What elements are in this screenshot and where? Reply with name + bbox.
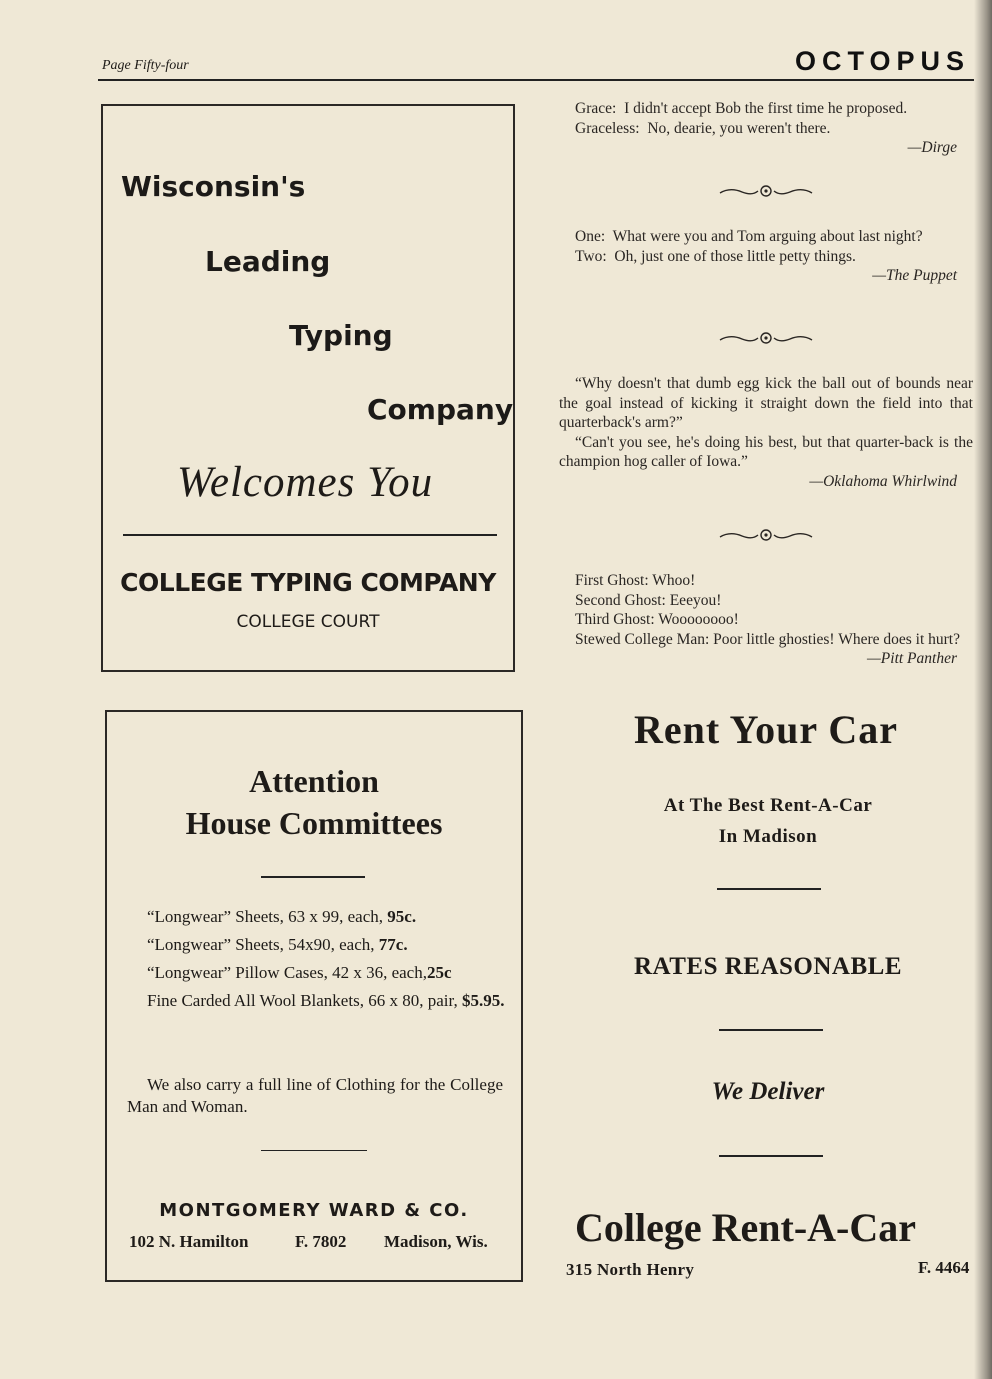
joke-pitt-panther	[559, 571, 973, 669]
header-rule	[98, 79, 974, 81]
ad-company-address: COLLEGE COURT	[236, 612, 380, 632]
ad-heading	[107, 760, 521, 844]
joke-line: Second Ghost: Eeeyou!	[575, 591, 722, 609]
joke-source: —Pitt Panther	[867, 650, 957, 667]
ad-line-leading: Leading	[205, 245, 331, 278]
ad-heading-line1: Attention	[249, 763, 379, 799]
montgomery-ward-ad	[105, 710, 523, 1282]
ornament-divider	[718, 528, 814, 542]
page-number: Page Fifty-four	[102, 58, 189, 73]
ornament-divider	[718, 184, 814, 198]
ad-line-wisconsins: Wisconsin's	[121, 170, 306, 203]
joke-line: Stewed College Man: Poor little ghosties! Where does it hurt?	[575, 630, 960, 648]
joke-source: —Oklahoma Whirlwind	[809, 472, 957, 490]
price-list-item: Fine Carded All Wool Blankets, 66 x 80, pair, $5.95.	[147, 991, 505, 1010]
store-city: Madison, Wis.	[384, 1232, 488, 1251]
joke-puppet	[559, 227, 973, 286]
joke-oklahoma	[559, 374, 973, 491]
store-street: 102 N. Hamilton	[129, 1232, 249, 1251]
ad-company-name: COLLEGE TYPING COMPANY	[120, 568, 496, 597]
car-ad-delivery: We Deliver	[711, 1078, 825, 1105]
typing-company-ad	[101, 104, 515, 672]
car-ad-title: Rent Your Car	[633, 707, 899, 752]
store-name: MONTGOMERY WARD & CO.	[159, 1200, 469, 1221]
joke-line: One: What were you and Tom arguing about last night?	[575, 228, 923, 245]
car-ad-address: 315 North Henry	[566, 1260, 695, 1279]
car-ad-subtitle	[559, 790, 977, 852]
store-phone: F. 7802	[295, 1232, 347, 1251]
ad-line-company: Company	[367, 393, 514, 426]
price-list	[127, 906, 505, 1018]
ad-line-typing: Typing	[289, 319, 393, 352]
car-ad-phone: F. 4464	[918, 1258, 970, 1277]
joke-paragraph: “Why doesn't that dumb egg kick the ball out of bounds near the goal instead of kicking it straight down the field into that quarterback's arm?”	[559, 375, 973, 431]
price-list-item: “Longwear” Sheets, 63 x 99, each, 95c.	[147, 907, 417, 926]
book-spine-shadow	[974, 0, 992, 1379]
joke-line: First Ghost: Whoo!	[575, 572, 696, 589]
car-ad-rates: RATES REASONABLE	[633, 953, 903, 980]
ad-divider	[261, 1150, 367, 1151]
joke-line: Third Ghost: Woooooooo!	[575, 611, 739, 628]
car-ad-divider	[719, 1029, 823, 1031]
joke-line: Grace: I didn't accept Bob the first time he proposed.	[575, 100, 908, 117]
joke-line: Two: Oh, just one of those little petty things.	[575, 247, 856, 265]
joke-dirge	[559, 99, 973, 158]
clothing-note: We also carry a full line of Clothing for the College Man and Woman.	[127, 1075, 503, 1116]
car-ad-subtitle-line1: At The Best Rent-A-Car	[663, 795, 873, 816]
car-ad-divider	[717, 888, 821, 890]
joke-source: —The Puppet	[872, 267, 957, 284]
joke-line: Graceless: No, dearie, you weren't there.	[575, 119, 831, 137]
ad-divider	[123, 534, 497, 536]
ad-divider	[261, 876, 365, 878]
price-list-item: “Longwear” Pillow Cases, 42 x 36, each,25c	[147, 963, 452, 982]
ad-welcome-text: Welcomes You	[177, 459, 434, 506]
joke-paragraph: “Can't you see, he's doing his best, but that quarter-back is the champion hog caller of Iowa.”	[559, 433, 973, 470]
price-list-item: “Longwear” Sheets, 54x90, each, 77c.	[147, 935, 408, 954]
car-ad-subtitle-line2: In Madison	[718, 826, 818, 847]
masthead-logo: OCTOPUS	[794, 46, 970, 76]
car-ad-divider	[719, 1155, 823, 1157]
joke-source: —Dirge	[907, 139, 957, 156]
ornament-divider	[718, 331, 814, 345]
car-ad-company-name: College Rent-A-Car	[575, 1205, 916, 1250]
ad-heading-line2: House Committees	[185, 805, 443, 841]
